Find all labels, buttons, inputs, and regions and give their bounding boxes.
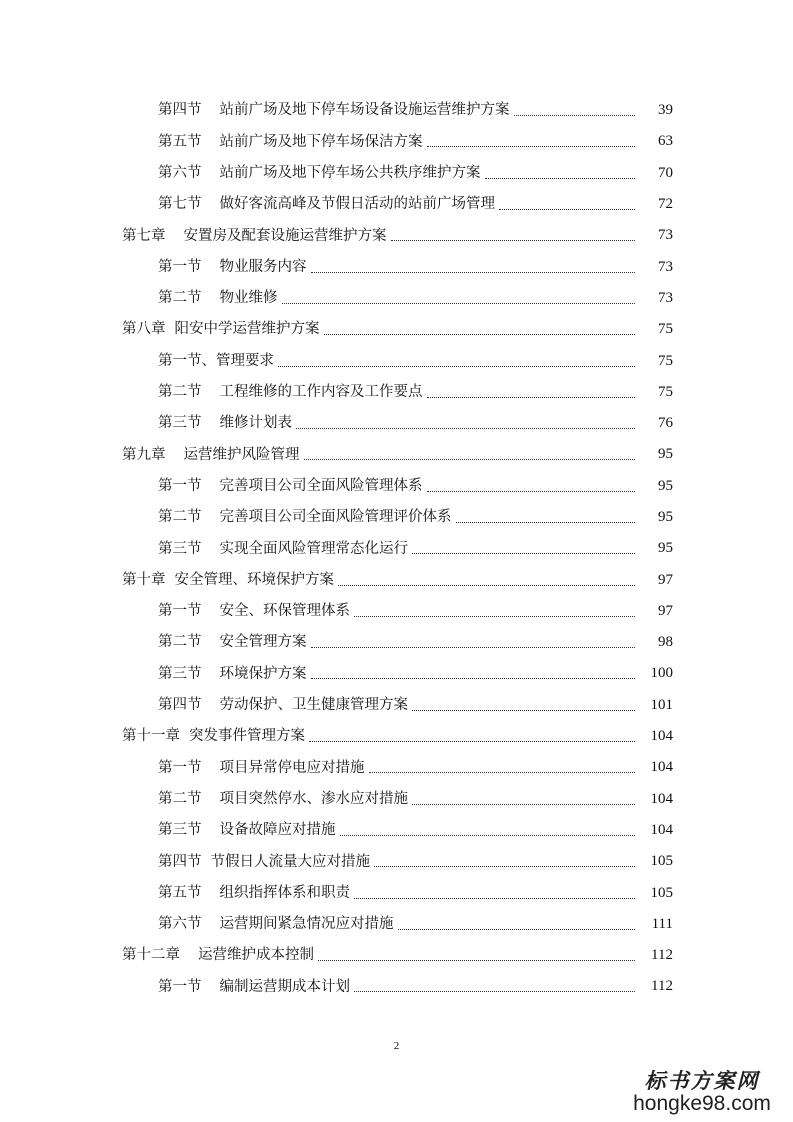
toc-dot-leader — [304, 459, 636, 460]
toc-dot-leader — [296, 428, 635, 429]
toc-entry-page: 72 — [658, 196, 673, 213]
toc-chapter-entry[interactable] — [0, 721, 793, 752]
toc-entry-page: 75 — [658, 352, 673, 369]
toc-dot-leader — [427, 397, 636, 398]
toc-dot-leader — [354, 991, 635, 992]
toc-entry-page: 95 — [658, 477, 673, 494]
toc-entry-title: 阳安中学运营维护方案 — [174, 321, 320, 338]
toc-section-entry[interactable] — [0, 815, 793, 846]
toc-dot-leader — [514, 115, 636, 116]
toc-entry-title: 站前广场及地下停车场保洁方案 — [219, 133, 423, 150]
toc-dot-leader — [427, 491, 636, 492]
toc-section-entry[interactable] — [0, 658, 793, 689]
toc-entry-page: 95 — [658, 446, 673, 463]
toc-entry-number: 第一节 — [158, 477, 202, 494]
toc-section-entry[interactable] — [0, 971, 793, 1002]
toc-entry-title: 项目异常停电应对措施 — [219, 759, 365, 776]
toc-entry-page: 73 — [658, 258, 673, 275]
toc-entry-number: 第四节 — [158, 853, 202, 870]
toc-entry-page: 112 — [651, 947, 673, 964]
watermark-url: hongke98.com — [633, 1091, 771, 1115]
toc-entry-title: 突发事件管理方案 — [189, 728, 305, 745]
toc-entry-number: 第一节 — [158, 759, 202, 776]
toc-entry-title: 管理要求 — [216, 352, 274, 369]
toc-entry-page: 104 — [650, 728, 673, 745]
toc-dot-leader — [499, 209, 635, 210]
toc-dot-leader — [456, 522, 636, 523]
toc-entry-title: 实现全面风险管理常态化运行 — [219, 540, 408, 557]
toc-entry-page: 112 — [651, 978, 673, 995]
toc-dot-leader — [282, 303, 636, 304]
toc-entry-page: 75 — [658, 383, 673, 400]
toc-dot-leader — [311, 678, 636, 679]
toc-dot-leader — [311, 272, 636, 273]
toc-section-entry[interactable] — [0, 471, 793, 502]
toc-entry-page: 105 — [650, 884, 673, 901]
toc-entry-page: 101 — [650, 696, 673, 713]
toc-section-entry[interactable] — [0, 502, 793, 533]
toc-dot-leader — [398, 929, 636, 930]
toc-entry-title: 设备故障应对措施 — [219, 822, 336, 839]
toc-section-entry[interactable] — [0, 345, 793, 376]
toc-entry-number: 第六节 — [158, 164, 202, 181]
toc-entry-number: 第二节 — [158, 634, 202, 651]
toc-dot-leader — [412, 710, 635, 711]
toc-entry-page: 95 — [658, 540, 673, 557]
toc-dot-leader — [427, 146, 636, 147]
toc-entry-page: 95 — [658, 509, 673, 525]
toc-entry-title: 运营维护风险管理 — [183, 446, 300, 463]
toc-section-entry[interactable] — [0, 158, 793, 189]
toc-entry-page: 111 — [651, 915, 673, 932]
toc-entry-number: 第七节 — [158, 196, 202, 213]
toc-dot-leader — [412, 553, 635, 554]
toc-section-entry[interactable] — [0, 95, 793, 126]
toc-entry-page: 73 — [658, 227, 673, 244]
toc-entry-page: 104 — [650, 821, 673, 838]
toc-entry-title: 维修计划表 — [219, 415, 292, 432]
toc-dot-leader — [338, 585, 635, 586]
toc-entry-number: 第三节 — [158, 665, 202, 682]
toc-entry-number: 第二节 — [158, 290, 202, 307]
toc-entry-title: 完善项目公司全面风险管理评价体系 — [219, 509, 452, 526]
toc-section-entry[interactable] — [0, 533, 793, 564]
toc-entry-number: 第二节 — [158, 384, 202, 401]
toc-dot-leader — [354, 616, 635, 617]
toc-entry-page: 97 — [658, 602, 673, 619]
toc-entry-title: 运营维护成本控制 — [198, 947, 314, 964]
toc-entry-page: 104 — [650, 759, 673, 776]
toc-section-entry[interactable] — [0, 627, 793, 658]
toc-entry-number: 第十二章 — [122, 947, 180, 964]
toc-entry-title: 项目突然停水、渗水应对措施 — [219, 790, 408, 807]
toc-section-entry[interactable] — [0, 408, 793, 439]
watermark-logo — [627, 1069, 777, 1116]
toc-dot-leader — [324, 334, 636, 335]
toc-entry-number: 第三节 — [158, 540, 202, 557]
toc-dot-leader — [374, 866, 635, 867]
toc-section-entry[interactable] — [0, 784, 793, 815]
toc-section-entry[interactable] — [0, 189, 793, 220]
toc-entry-page: 75 — [658, 321, 673, 338]
toc-entry-number: 第十一章 — [122, 728, 180, 745]
page-number: 2 — [393, 1040, 400, 1052]
toc-entry-title: 工程维修的工作内容及工作要点 — [219, 384, 423, 401]
toc-entry-number: 第六节 — [158, 916, 202, 933]
toc-entry-number: 第一节、 — [158, 352, 216, 369]
toc-section-entry[interactable] — [0, 283, 793, 314]
toc-entry-number: 第一节 — [158, 978, 202, 995]
toc-chapter-entry[interactable] — [0, 439, 793, 470]
toc-entry-title: 站前广场及地下停车场公共秩序维护方案 — [219, 164, 481, 181]
toc-entry-number: 第十章 — [122, 571, 166, 588]
toc-entry-page: 104 — [650, 790, 673, 807]
toc-entry-title: 安置房及配套设施运营维护方案 — [183, 227, 387, 244]
toc-dot-leader — [309, 741, 635, 742]
toc-section-entry[interactable] — [0, 877, 793, 908]
toc-entry-page: 98 — [658, 634, 673, 651]
toc-entry-page: 97 — [658, 571, 673, 588]
toc-dot-leader — [318, 960, 635, 961]
toc-chapter-entry[interactable] — [0, 314, 793, 345]
toc-section-entry[interactable] — [0, 596, 793, 627]
toc-entry-title: 组织指挥体系和职责 — [219, 884, 350, 901]
toc-section-entry[interactable] — [0, 126, 793, 157]
toc-chapter-entry[interactable] — [0, 220, 793, 251]
toc-entry-number: 第五节 — [158, 884, 202, 901]
toc-entry-title: 物业维修 — [219, 290, 278, 307]
toc-entry-page: 76 — [658, 415, 673, 432]
toc-dot-leader — [412, 804, 635, 805]
toc-entry-title: 做好客流高峰及节假日活动的站前广场管理 — [219, 196, 495, 213]
toc-entry-number: 第一节 — [158, 258, 202, 275]
toc-entry-title: 站前广场及地下停车场设备设施运营维护方案 — [219, 102, 510, 119]
toc-entry-title: 完善项目公司全面风险管理体系 — [219, 477, 423, 494]
toc-entry-number: 第二节 — [158, 790, 202, 807]
table-of-contents — [0, 95, 793, 1003]
toc-section-entry[interactable] — [0, 752, 793, 783]
toc-section-entry[interactable] — [0, 909, 793, 940]
toc-entry-title: 安全管理、环境保护方案 — [174, 571, 334, 588]
toc-entry-page: 73 — [658, 289, 673, 306]
toc-section-entry[interactable] — [0, 846, 793, 877]
toc-entry-page: 105 — [650, 853, 673, 870]
toc-entry-title: 安全管理方案 — [219, 634, 307, 651]
toc-entry-page: 39 — [658, 102, 673, 119]
toc-entry-title: 节假日人流量大应对措施 — [210, 853, 370, 870]
toc-dot-leader — [391, 240, 636, 241]
toc-entry-title: 劳动保护、卫生健康管理方案 — [219, 697, 408, 714]
toc-entry-title: 环境保护方案 — [219, 665, 307, 682]
toc-dot-leader — [311, 647, 636, 648]
toc-entry-number: 第三节 — [158, 822, 202, 839]
toc-chapter-entry[interactable] — [0, 564, 793, 595]
toc-chapter-entry[interactable] — [0, 940, 793, 971]
toc-dot-leader — [369, 772, 636, 773]
toc-section-entry[interactable] — [0, 690, 793, 721]
toc-entry-number: 第五节 — [158, 133, 202, 150]
toc-entry-number: 第四节 — [158, 102, 202, 119]
toc-entry-page: 100 — [650, 665, 673, 682]
toc-section-entry[interactable] — [0, 251, 793, 282]
watermark-site-name: 标书方案网 — [644, 1067, 760, 1093]
toc-section-entry[interactable] — [0, 377, 793, 408]
toc-entry-page: 70 — [658, 164, 673, 181]
toc-entry-number: 第一节 — [158, 603, 202, 620]
toc-entry-number: 第三节 — [158, 415, 202, 432]
toc-entry-title: 物业服务内容 — [219, 258, 307, 275]
toc-entry-number: 第八章 — [122, 321, 166, 338]
toc-entry-title: 安全、环保管理体系 — [219, 603, 350, 620]
toc-entry-number: 第九章 — [122, 446, 166, 463]
toc-entry-page: 63 — [658, 133, 673, 150]
toc-dot-leader — [340, 835, 636, 836]
toc-entry-number: 第二节 — [158, 509, 202, 526]
toc-entry-number: 第七章 — [122, 227, 166, 244]
toc-dot-leader — [354, 898, 635, 899]
toc-dot-leader — [278, 366, 635, 367]
toc-entry-title: 运营期间紧急情况应对措施 — [219, 916, 394, 933]
toc-entry-title: 编制运营期成本计划 — [219, 978, 350, 995]
toc-dot-leader — [485, 178, 636, 179]
toc-entry-number: 第四节 — [158, 697, 202, 714]
